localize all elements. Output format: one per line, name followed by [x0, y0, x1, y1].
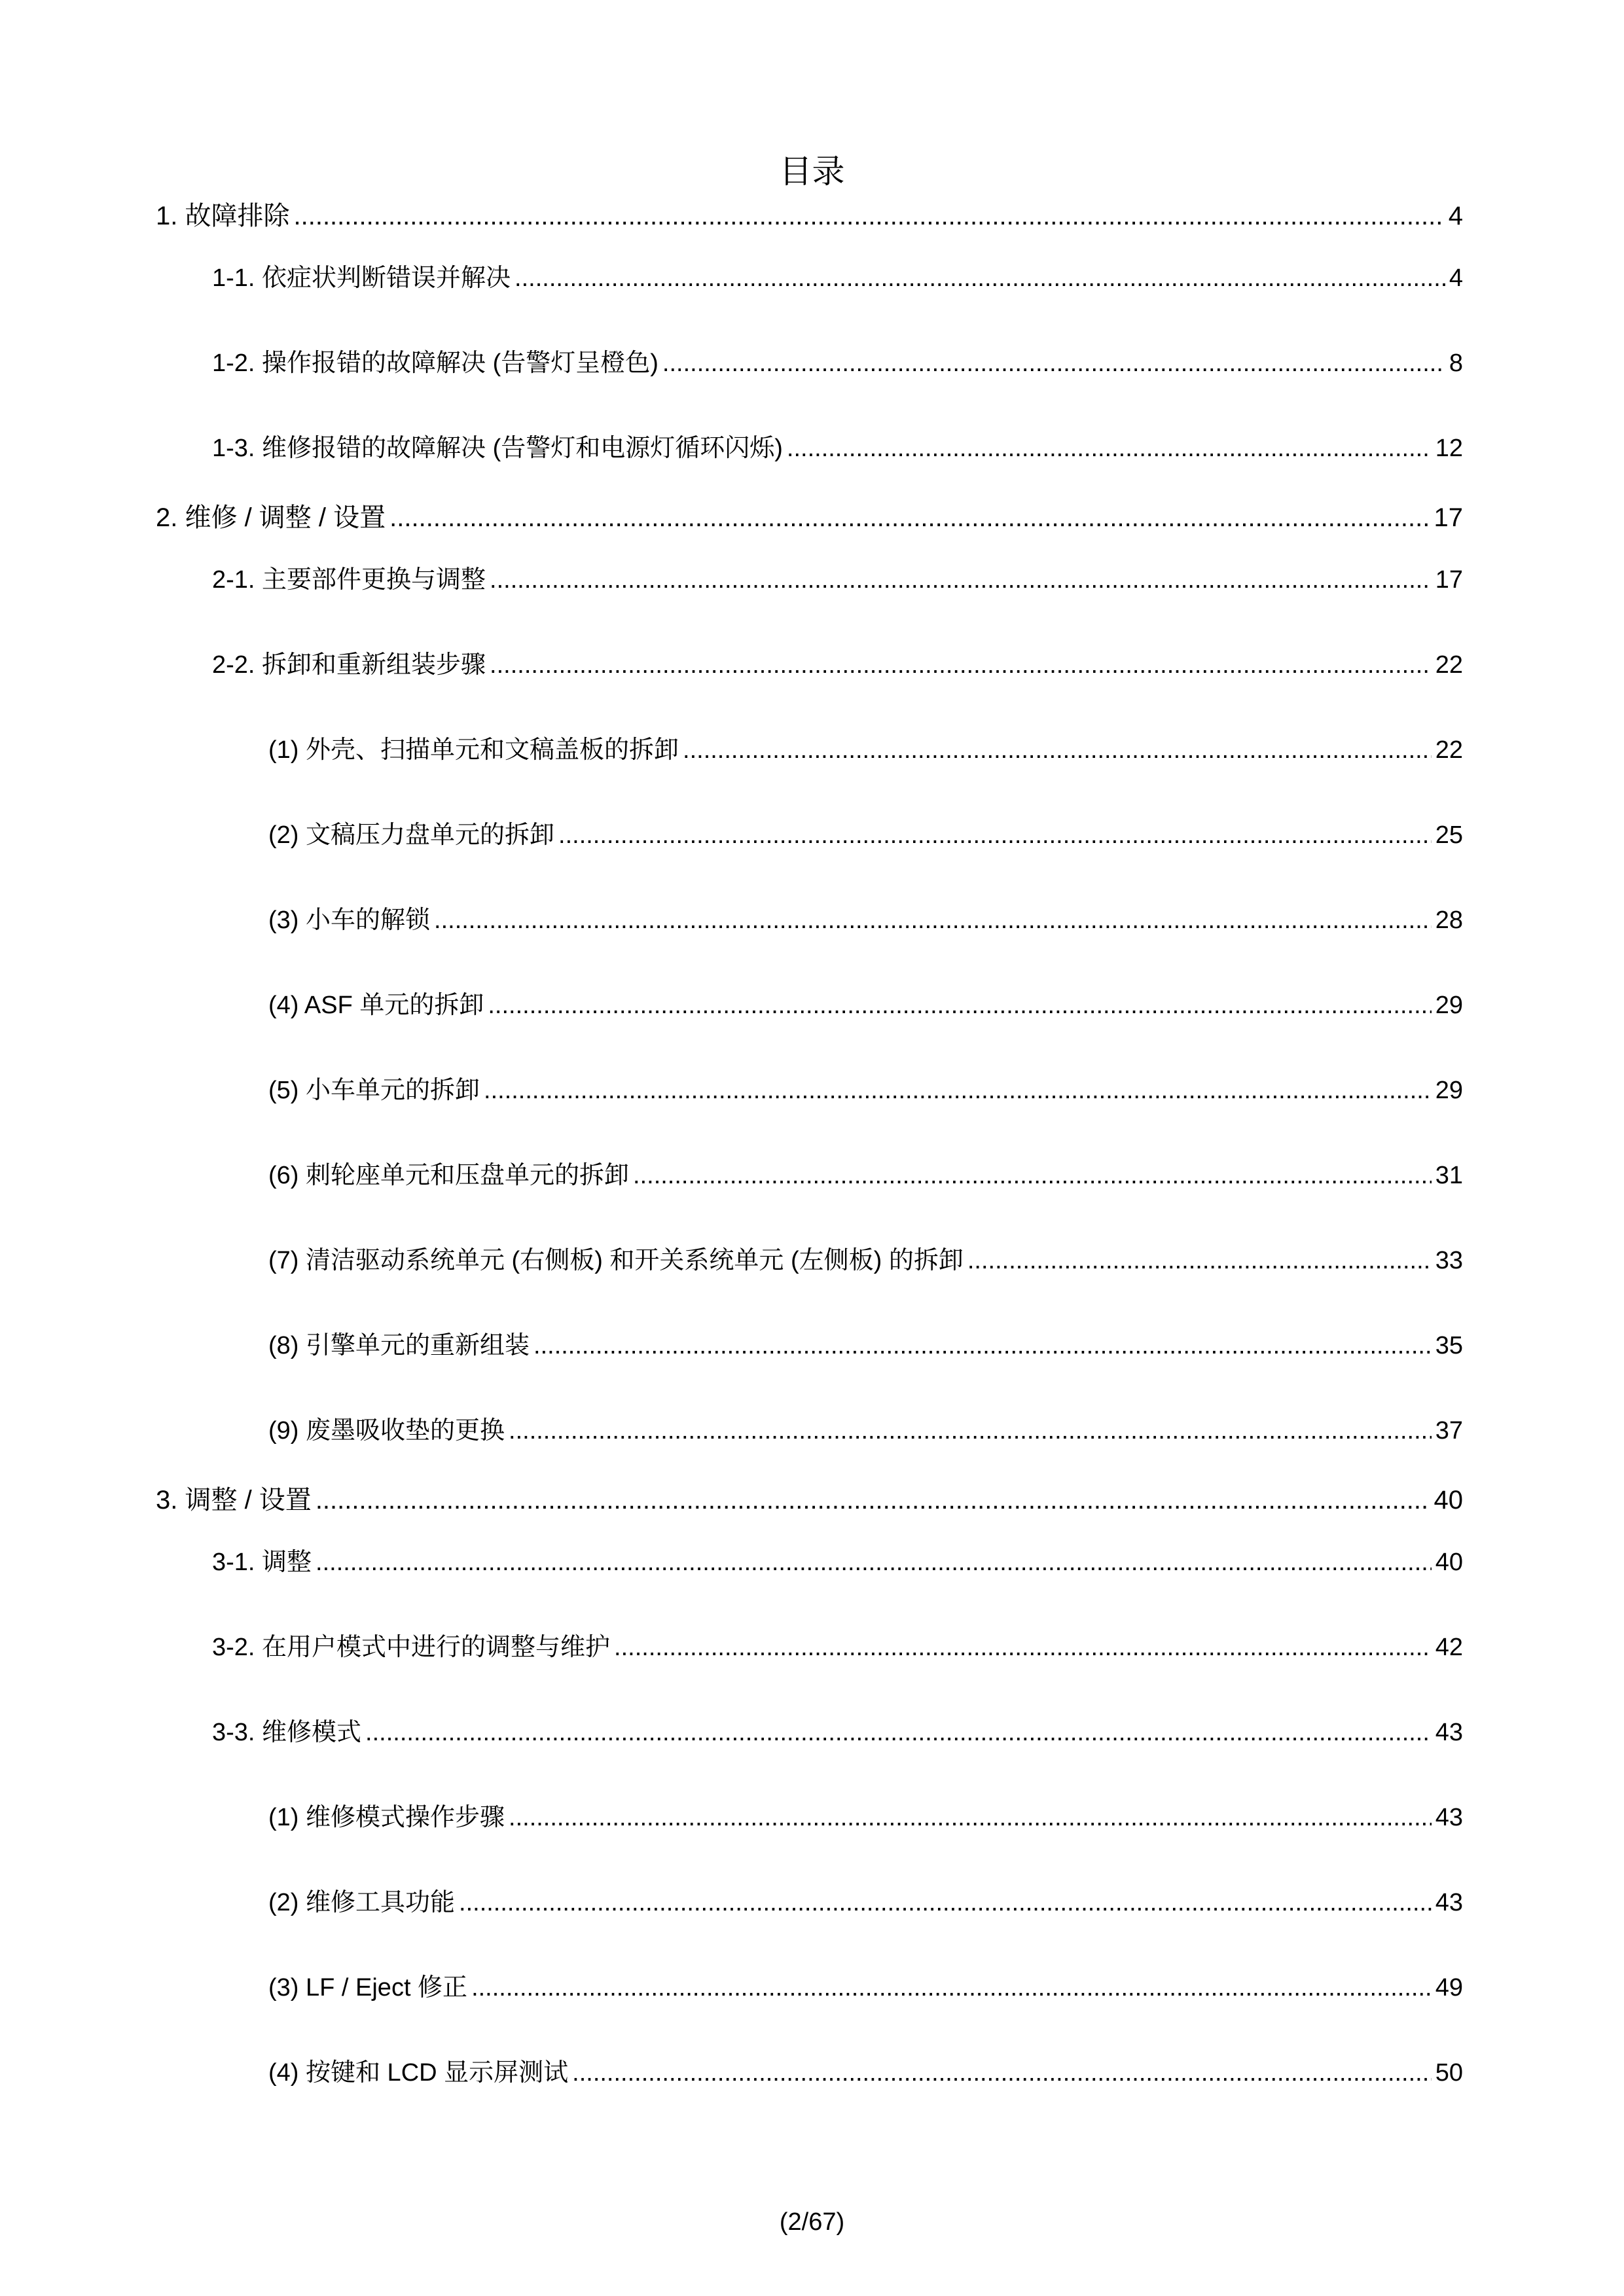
toc-entry-page: 43 — [1435, 1889, 1463, 1916]
toc-entry-page: 29 — [1435, 992, 1463, 1019]
toc-entry-label: (7) 清洁驱动系统单元 (右侧板) 和开关系统单元 (左侧板) 的拆卸 — [268, 1247, 964, 1274]
toc-entry[interactable] — [268, 1799, 1463, 1836]
toc-dot-leader — [484, 1072, 1432, 1109]
toc-entry-label: 2. 维修 / 调整 / 设置 — [156, 503, 386, 532]
toc-entry[interactable] — [268, 1969, 1463, 2006]
toc-entry[interactable] — [268, 2054, 1463, 2091]
toc-entry-page: 28 — [1435, 906, 1463, 934]
toc-entry-label: (2) 文稿压力盘单元的拆卸 — [268, 821, 555, 849]
toc-entry-page: 43 — [1435, 1804, 1463, 1831]
toc-dot-leader — [471, 1969, 1432, 2006]
toc-entry-label: (5) 小车单元的拆卸 — [268, 1077, 480, 1104]
toc-entry-page: 31 — [1435, 1162, 1463, 1189]
toc-entry[interactable] — [268, 1072, 1463, 1109]
page-title: 目录 — [779, 153, 845, 190]
toc-entry-label: 1-2. 操作报错的故障解决 (告警灯呈橙色) — [212, 350, 659, 377]
toc-dot-leader — [316, 1544, 1432, 1581]
toc-entry[interactable] — [268, 817, 1463, 853]
toc-dot-leader — [389, 499, 1430, 536]
toc-entry-page: 8 — [1449, 350, 1463, 377]
toc-entry[interactable] — [268, 1327, 1463, 1364]
toc-entry[interactable] — [212, 1714, 1463, 1751]
toc-entry-page: 49 — [1435, 1974, 1463, 2001]
toc-entry-label: (3) LF / Eject 修正 — [268, 1974, 468, 2001]
toc-entry-label: 3-2. 在用户模式中进行的调整与维护 — [212, 1634, 611, 1661]
toc-entry-label: 1-1. 依症状判断错误并解决 — [212, 264, 511, 292]
toc-entry[interactable] — [156, 1482, 1463, 1518]
toc-entry-label: (3) 小车的解锁 — [268, 906, 431, 934]
toc-entry-page: 42 — [1435, 1634, 1463, 1661]
toc-entry-page: 37 — [1435, 1417, 1463, 1444]
toc-entry-label: 2-2. 拆卸和重新组装步骤 — [212, 651, 486, 679]
toc-entry-label: (1) 维修模式操作步骤 — [268, 1804, 505, 1831]
toc-entry-label: 3-1. 调整 — [212, 1549, 312, 1576]
toc-entry-label: 2-1. 主要部件更换与调整 — [212, 566, 486, 594]
toc-dot-leader — [365, 1714, 1432, 1751]
toc-entry-label: (9) 废墨吸收垫的更换 — [268, 1417, 505, 1444]
toc-entry-label: (4) ASF 单元的拆卸 — [268, 992, 484, 1019]
toc-dot-leader — [614, 1629, 1432, 1666]
toc-entry[interactable] — [212, 647, 1463, 683]
toc-entry[interactable] — [268, 1884, 1463, 1921]
toc-dot-leader — [572, 2054, 1432, 2091]
toc-dot-leader — [490, 647, 1432, 683]
toc-entry[interactable] — [212, 562, 1463, 598]
toc-entry[interactable] — [268, 902, 1463, 939]
toc-entry-label: (4) 按键和 LCD 显示屏测试 — [268, 2059, 569, 2087]
toc-entry[interactable] — [268, 987, 1463, 1024]
toc-entry-page: 25 — [1435, 821, 1463, 849]
page-number-footer: (2/67) — [779, 2208, 845, 2236]
toc-entry-page: 29 — [1435, 1077, 1463, 1104]
toc-entry[interactable] — [156, 499, 1463, 536]
toc-entry[interactable] — [212, 345, 1463, 382]
toc-entry-label: (8) 引擎单元的重新组装 — [268, 1332, 530, 1359]
toc-entry-page: 22 — [1435, 736, 1463, 764]
toc-entry[interactable] — [268, 732, 1463, 768]
toc-entry-page: 33 — [1435, 1247, 1463, 1274]
toc-dot-leader — [293, 198, 1444, 234]
toc-dot-leader — [434, 902, 1432, 939]
toc-entry-page: 40 — [1434, 1486, 1463, 1515]
toc-entry-page: 12 — [1435, 435, 1463, 462]
toc-entry[interactable] — [268, 1412, 1463, 1449]
toc-dot-leader — [967, 1242, 1432, 1279]
toc-entry-page: 4 — [1449, 264, 1463, 292]
toc-dot-leader — [488, 987, 1431, 1024]
toc-dot-leader — [683, 732, 1432, 768]
toc-entry-page: 17 — [1435, 566, 1463, 594]
toc-entry-label: 3. 调整 / 设置 — [156, 1486, 312, 1515]
toc-entry-page: 4 — [1448, 202, 1463, 230]
toc-dot-leader — [633, 1157, 1432, 1194]
toc-entry[interactable] — [156, 198, 1463, 234]
toc-dot-leader — [558, 817, 1432, 853]
toc-dot-leader — [490, 562, 1432, 598]
toc-entry-label: 3-3. 维修模式 — [212, 1719, 362, 1746]
toc-dot-leader — [514, 260, 1445, 296]
toc-entry-page: 43 — [1435, 1719, 1463, 1746]
toc-dot-leader — [509, 1412, 1432, 1449]
toc-entry-page: 40 — [1435, 1549, 1463, 1576]
toc-entry-label: (1) 外壳、扫描单元和文稿盖板的拆卸 — [268, 736, 679, 764]
toc-entry[interactable] — [212, 430, 1463, 467]
toc-entry[interactable] — [212, 1544, 1463, 1581]
toc-entry-page: 50 — [1435, 2059, 1463, 2087]
toc-entry-page: 35 — [1435, 1332, 1463, 1359]
toc-entry[interactable] — [268, 1157, 1463, 1194]
toc-entry-label: 1-3. 维修报错的故障解决 (告警灯和电源灯循环闪烁) — [212, 435, 783, 462]
toc-dot-leader — [787, 430, 1432, 467]
toc-dot-leader — [509, 1799, 1432, 1836]
toc-dot-leader — [533, 1327, 1432, 1364]
toc-dot-leader — [316, 1482, 1430, 1518]
toc-entry-label: 1. 故障排除 — [156, 202, 290, 230]
toc-entry[interactable] — [212, 1629, 1463, 1666]
toc-entry-label: (2) 维修工具功能 — [268, 1889, 456, 1916]
toc-entry-label: (6) 刺轮座单元和压盘单元的拆卸 — [268, 1162, 630, 1189]
toc-dot-leader — [459, 1884, 1432, 1921]
toc-entry[interactable] — [268, 1242, 1463, 1279]
toc-dot-leader — [662, 345, 1445, 382]
toc-entry-page: 22 — [1435, 651, 1463, 679]
toc-entry[interactable] — [212, 260, 1463, 296]
toc-entry-page: 17 — [1434, 503, 1463, 532]
